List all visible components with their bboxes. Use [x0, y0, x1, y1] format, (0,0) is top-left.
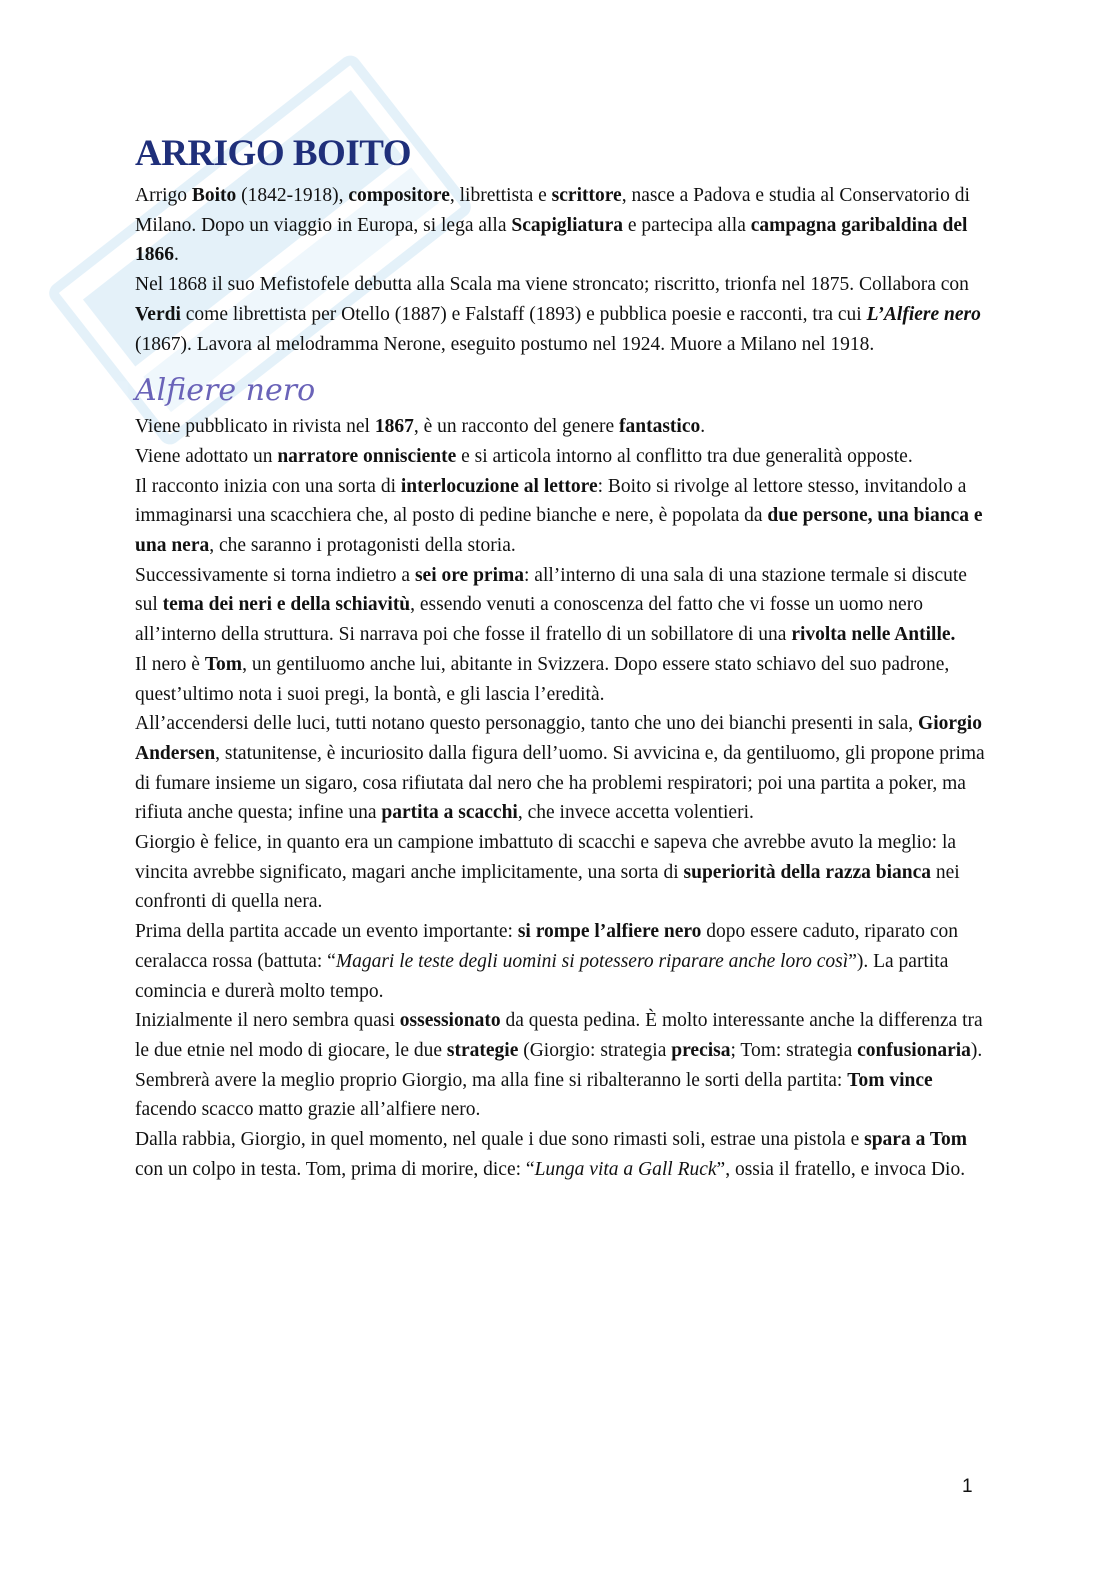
paragraph-11: Dalla rabbia, Giorgio, in quel momento, nel quale i due sono rimasti soli, estrae una pistola e spara a Tom con un colpo in testa. Tom, prima di morire, dice: “Lunga vita a Gall Ruck”, ossia il fratello, e invoca Dio. [135, 1129, 968, 1180]
bold-text: Verdi [135, 303, 181, 325]
bold-text: tema dei neri e della schiavitù [162, 594, 411, 616]
bold-text: scrittore [551, 185, 622, 206]
page-title: ARRIGO BOITO [135, 133, 412, 174]
intro-paragraph-1: Arrigo Boito (1842-1918), compositore, librettista e scrittore, nasce a Padova e studia al Conservatorio di Milano. Dopo un viaggio in Europa, si lega alla Scapigliatura e partecipa alla campagna garibaldina del 1866. [135, 185, 970, 266]
bold-text: sei ore prima [414, 564, 524, 586]
intro-section [135, 181, 985, 359]
bold-text: spara a Tom [864, 1129, 968, 1151]
bold-text: Scapigliatura [511, 214, 623, 236]
bold-text: 1867 [374, 416, 414, 438]
paragraph-6: All’accendersi delle luci, tutti notano questo personaggio, tanto che uno dei bianchi presenti in sala, Giorgio Andersen, statunitense, è incuriosito dalla figura dell’uomo. Si avvicina e, da gentiluomo, gli propone prima di fumare insieme un sigaro, cosa rifiutata dal nero che ha problemi respiratori; poi una partita a poker, ma rifiuta anche questa; infine una partita a scacchi, che invece accetta volentieri. [135, 713, 985, 824]
alfiere-nero-section [135, 412, 985, 1184]
paragraph-8: Prima della partita accade un evento importante: si rompe l’alfiere nero dopo essere caduto, riparato con ceralacca rossa (battuta: “Magari le teste degli uomini si potessero riparare anche loro così”). La partita comincia e durerà molto tempo. [135, 921, 959, 1002]
bold-text: strategie [446, 1039, 519, 1061]
bold-text: si rompe l’alfiere nero [517, 921, 702, 943]
bold-text: fantastico [619, 416, 701, 438]
paragraph-4: Successivamente si torna indietro a sei ore prima: all’interno di una sala di una stazione termale si discute sul tema dei neri e della schiavitù, essendo venuti a conoscenza del fatto che vi fosse un uomo nero all’interno della struttura. Si narrava poi che fosse il fratello di un sobillatore di una rivolta nelle Antille. [135, 564, 967, 646]
paragraph-3: Il racconto inizia con una sorta di interlocuzione al lettore: Boito si rivolge al lettore stesso, invitandolo a immaginarsi una scacchiera che, al posto di pedine bianche e nere, è popolata da due persone, una bianca e una nera, che saranno i protagonisti della storia. [135, 475, 983, 557]
paragraph-2: Viene adottato un narratore onnisciente e si articola intorno al conflitto tra due generalità opposte. [135, 445, 913, 467]
bold-text: confusionaria [857, 1039, 971, 1061]
bold-text: rivolta nelle Antille. [791, 624, 956, 646]
italic-text: Magari le teste degli uomini si potessero riparare anche loro così [335, 950, 849, 972]
paragraph-7: Giorgio è felice, in quanto era un campione imbattuto di scacchi e sapeva che avrebbe avuto la meglio: la vincita avrebbe significato, magari anche implicitamente, una sorta di superiorità della razza bianca nei confronti di quella nera. [135, 832, 960, 913]
bold-text: narratore onnisciente [277, 445, 457, 467]
bold-text: interlocuzione al lettore [400, 475, 598, 497]
bold-text: precisa [671, 1039, 731, 1061]
bold-text: campagna garibaldina del 1866 [135, 214, 968, 266]
paragraph-1: Viene pubblicato in rivista nel 1867, è un racconto del genere fantastico. [135, 416, 706, 438]
paragraph-9: Inizialmente il nero sembra quasi ossessionato da questa pedina. È molto interessante anche la differenza tra le due etnie nel modo di giocare, le due strategie (Giorgio: strategia precisa; Tom: strategia confusionaria). [135, 1010, 983, 1061]
bold-text: Tom [204, 653, 243, 675]
intro-paragraph-2: Nel 1868 il suo Mefistofele debutta alla Scala ma viene stroncato; riscritto, trionfa nel 1875. Collabora con Verdi come librettista per Otello (1887) e Falstaff (1893) e pubblica poesie e racconti, tra cui L’Alfiere nero (1867). Lavora al melodramma Nerone, eseguito postumo nel 1924. Muore a Milano nel 1918. [135, 274, 981, 355]
bold-italic-text: L’Alfiere nero [866, 303, 981, 325]
page-number: 1 [962, 1476, 973, 1497]
bold-text: superiorità della razza bianca [683, 861, 932, 883]
section-heading: Alfiere nero [135, 373, 316, 409]
italic-text: Lunga vita a Gall Ruck [534, 1158, 717, 1180]
bold-text: ossessionato [399, 1010, 501, 1032]
bold-text: compositore [348, 185, 450, 206]
bold-text: Giorgio Andersen [135, 713, 982, 764]
bold-text: Tom vince [847, 1069, 933, 1091]
bold-text: Boito [191, 185, 237, 206]
bold-text: partita a scacchi [381, 802, 518, 824]
bold-text: due persone, una bianca e una nera [135, 505, 983, 557]
paragraph-5: Il nero è Tom, un gentiluomo anche lui, abitante in Svizzera. Dopo essere stato schiavo del suo padrone, quest’ultimo nota i suoi pregi, la bontà, e gli lascia l’eredità. [135, 653, 950, 705]
paragraph-10: Sembrerà avere la meglio proprio Giorgio, ma alla fine si ribalteranno le sorti della partita: Tom vince facendo scacco matto grazie all’alfiere nero. [135, 1069, 933, 1121]
document-body [135, 132, 985, 1185]
